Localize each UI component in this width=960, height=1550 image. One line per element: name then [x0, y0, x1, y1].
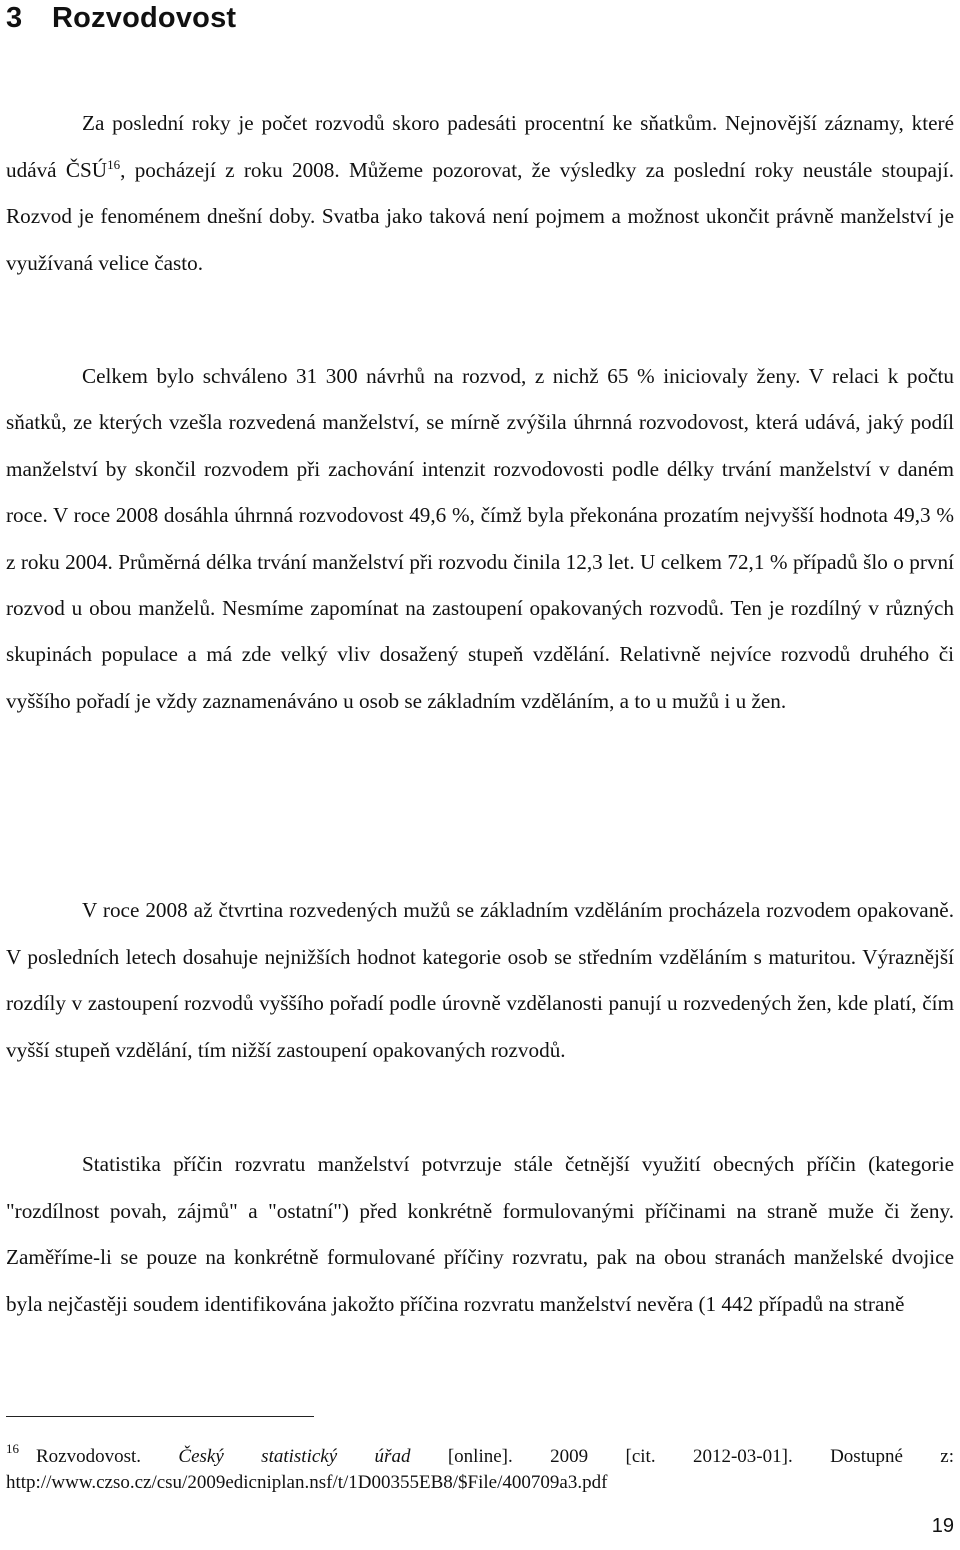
paragraph-3: V roce 2008 až čtvrtina rozvedených mužů se základním vzděláním procházela rozvodem opakovaně. V posledních letech dosahuje nejnižších hodnot kategorie osob se středním vzděláním s maturitou. Výraznější rozdíly v zastoupení rozvodů vyššího pořadí podle úrovně vzdělanosti panují u rozvedených žen, kde platí, čím vyšší stupeň vzdělání, tím nižší zastoupení opakovaných rozvodů.: [6, 898, 954, 1062]
footnote-text-b: [online]. 2009 [cit. 2012-03-01]. Dostupné z: http://www.czso.cz/csu/2009edicniplan.nsf/t/1D00355EB8/$File/400709a3.pdf: [6, 1446, 955, 1493]
footnote-separator: [6, 1416, 314, 1417]
paragraph-1-text-b: , pocházejí z roku 2008. Můžeme pozorovat, že výsledky za poslední roky neustále stoupají. Rozvod je fenoménem dnešní doby. Svatba jako taková není pojmem a možnost ukončit právně manželství je využívaná velice často.: [6, 157, 954, 275]
paragraph-2: Celkem bylo schváleno 31 300 návrhů na rozvod, z nichž 65 % iniciovaly ženy. V relaci k počtu sňatků, ze kterých vzešla rozvedená manželství, se mírně zvýšila úhrnná rozvodovost, která udává, jaký podíl manželství by skončil rozvodem při zachování intenzit rozvodovosti podle délky trvání manželství v daném roce. V roce 2008 dosáhla úhrnná rozvodovost 49,6 %, čímž byla překonána prozatím nejvyšší hodnota 49,3 % z roku 2004. Průměrná délka trvání manželství při rozvodu činila 12,3 let. U celkem 72,1 % případů šlo o první rozvod u obou manželů. Nesmíme zapomínat na zastoupení opakovaných rozvodů. Ten je rozdílný v různých skupinách populace a má zde velký vliv dosažený stupeň vzdělání. Relativně nejvíce rozvodů druhého či vyššího pořadí je vždy zaznamenáváno u osob se základním vzděláním, a to u mužů i u žen.: [6, 364, 954, 713]
paragraph-1-text-a: Za poslední roky je počet rozvodů skoro padesáti procentní ke sňatkům. Nejnovější záznamy, které udává ČSÚ: [6, 111, 954, 182]
page-number: 19: [931, 1515, 954, 1537]
section-title: Rozvodovost: [52, 2, 237, 34]
section-heading: [6, 0, 236, 36]
footnote-text-a: Rozvodovost.: [36, 1446, 179, 1467]
paragraph-4: Statistika příčin rozvratu manželství potvrzuje stále četnější využití obecných příčin (kategorie "rozdílnost povah, zájmů" a "ostatní") před konkrétně formulovanými příčinami na straně muže či ženy. Zaměříme-li se pouze na konkrétně formulované příčiny rozvratu, pak na obou stranách manželské dvojice byla nejčastěji soudem identifikována jakožto příčina rozvratu manželství nevěra (1 442 případů na straně: [6, 1152, 954, 1316]
footnote-reference: 16: [107, 156, 121, 172]
section-number: 3: [6, 2, 23, 34]
paragraph-1: [6, 100, 954, 286]
footnote-source-title: Český statistický úřad: [178, 1446, 411, 1467]
footnote: 16 Rozvodovost. Český statistický úřad [online]. 2009 [cit. 2012-03-01]. Dostupné z: http://www.czso.cz/csu/2009edicniplan.nsf/t/1D00355EB8/$File/400709a3.pdf: [6, 1441, 955, 1493]
